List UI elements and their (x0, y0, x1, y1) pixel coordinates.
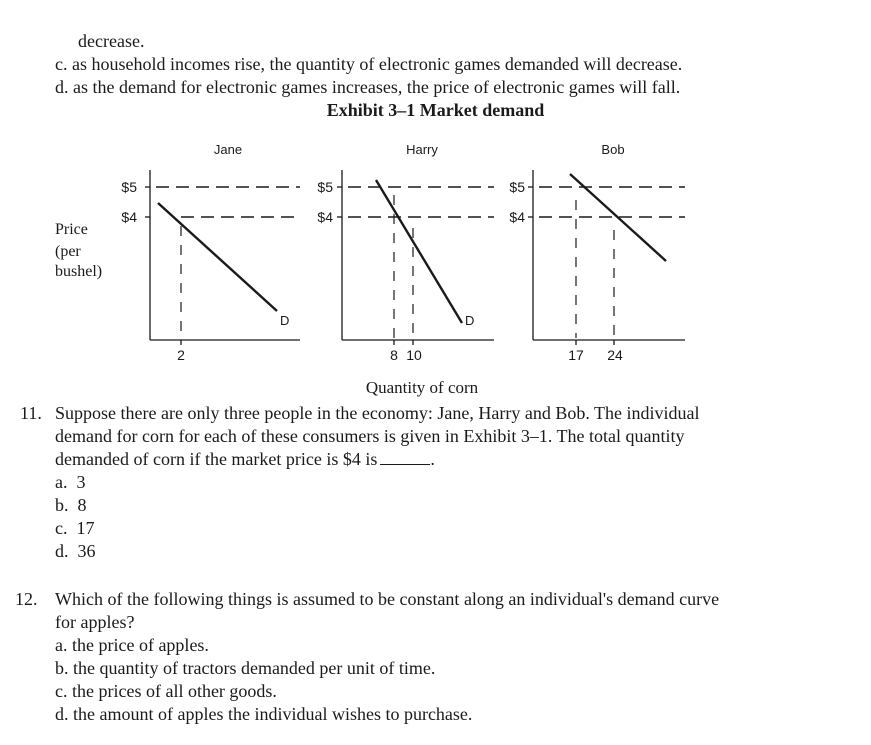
panel-name-harry: Harry (406, 142, 438, 157)
bob-price-tick-4: $4 (509, 209, 525, 225)
q11-option-a: a. 3 (55, 472, 86, 492)
jane-qty-tick-2: 2 (177, 347, 185, 363)
q11-answer-blank (380, 450, 430, 465)
q10-continued: decrease. (78, 31, 145, 51)
jane-price-tick-4: $4 (121, 209, 137, 225)
q11-number: 11. (20, 403, 42, 423)
jane-demand-curve (158, 203, 277, 311)
q11-text-end: . (430, 449, 435, 469)
q11-option-c: c. 17 (55, 518, 95, 538)
harry-qty-tick-10: 10 (406, 347, 422, 363)
harry-demand-label: D (465, 313, 475, 328)
q11-text-line-3 (55, 448, 435, 470)
jane-demand-label: D (280, 313, 290, 328)
panel-name-bob: Bob (601, 142, 625, 157)
panel-name-jane: Jane (213, 142, 243, 157)
q12-option-c: c. the prices of all other goods. (55, 681, 277, 701)
bob-qty-tick-24: 24 (607, 347, 623, 363)
bob-qty-tick-17: 17 (568, 347, 584, 363)
q11-text-line-2: demand for corn for each of these consumers is given in Exhibit 3–1. The total quantity (55, 426, 685, 446)
q12-option-d: d. the amount of apples the individual wishes to purchase. (55, 704, 473, 724)
harry-price-tick-4: $4 (317, 209, 333, 225)
q12-option-a: a. the price of apples. (55, 635, 209, 655)
q11-option-d: d. 36 (55, 541, 96, 561)
harry-price-tick-5: $5 (317, 179, 333, 195)
harry-qty-tick-8: 8 (390, 347, 398, 363)
q11-option-b: b. 8 (55, 495, 87, 515)
q10-option-d: d. as the demand for electronic games increases, the price of electronic games will fall. (55, 77, 681, 97)
q11-text-line-3-main: demanded of corn if the market price is $4 is (55, 449, 378, 469)
q12-option-b: b. the quantity of tractors demanded per unit of time. (55, 658, 436, 678)
q12-text-line-1: Which of the following things is assumed to be constant along an individual's demand curve (55, 589, 720, 609)
q12-number: 12. (15, 589, 38, 609)
exhibit-title: Exhibit 3–1 Market demand (326, 100, 545, 120)
y-axis-label-3: bushel) (55, 263, 103, 280)
jane-price-tick-5: $5 (121, 179, 137, 195)
q12-text-line-2: for apples? (55, 612, 135, 632)
y-axis-label-1: Price (55, 221, 88, 238)
q10-option-c: c. as household incomes rise, the quantity of electronic games demanded will decrease. (55, 54, 683, 74)
q11-text-line-1: Suppose there are only three people in the economy: Jane, Harry and Bob. The individual (55, 403, 700, 423)
y-axis-label-2: (per (55, 243, 81, 260)
x-axis-label: Quantity of corn (365, 378, 479, 397)
harry-demand-curve (376, 180, 462, 323)
bob-price-tick-5: $5 (509, 179, 525, 195)
